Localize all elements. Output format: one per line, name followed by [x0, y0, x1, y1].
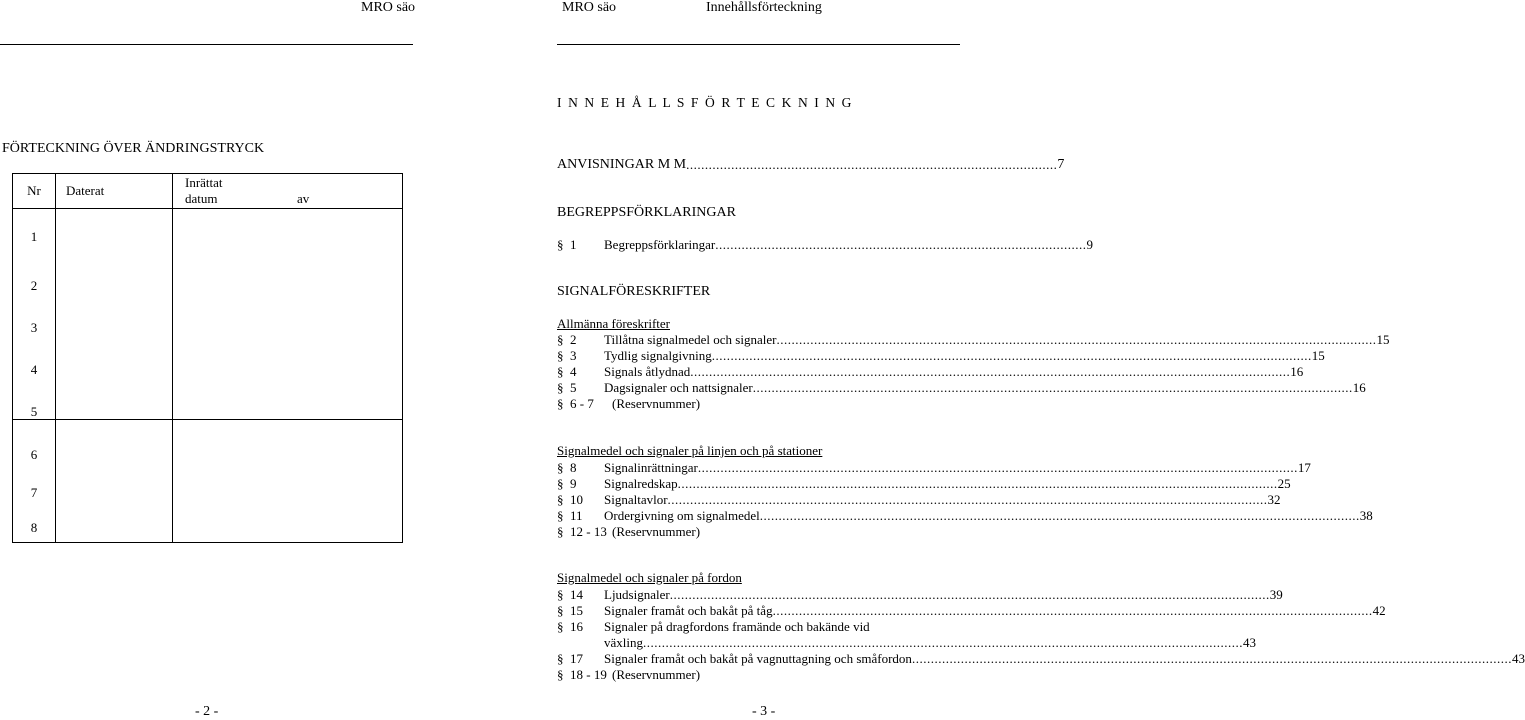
header-left-title: MRO säo [361, 0, 416, 15]
nr-column [13, 209, 56, 543]
toc-entry-page: 43 [1511, 651, 1525, 666]
toc-entry-label: (Reservnummer) [612, 524, 701, 539]
dot-leader: ................................................................................................................................................................ [911, 651, 1512, 666]
toc-entry-label: Begreppsförklaringar [604, 237, 716, 252]
toc-subheading-general: Allmänna föreskrifter [557, 316, 670, 331]
table-row: 4 [30, 362, 38, 377]
dot-leader: ................................................................................................................................................................ [752, 380, 1353, 395]
toc-entry[interactable] [557, 364, 1304, 380]
toc-entry-label: Tydlig signalgivning [604, 348, 712, 363]
toc-entry[interactable] [557, 476, 1291, 492]
toc-entry[interactable] [557, 460, 1311, 476]
paragraph-sign: § [557, 396, 564, 411]
table-row: 6 [30, 447, 38, 462]
paragraph-sign: § [557, 492, 564, 507]
toc-entry[interactable] [557, 587, 1283, 603]
header-mid-title: MRO säo [562, 0, 617, 15]
paragraph-sign: § [557, 667, 564, 682]
toc-entry-label: (Reservnummer) [612, 396, 701, 411]
toc-entry-label: Signaler på dragfordons framände och bakände vid [604, 619, 870, 634]
toc-entry-page: 38 [1359, 508, 1373, 523]
change-log-divider [12, 419, 403, 420]
header-rule-left [0, 44, 413, 45]
toc-entry-number: 6 - 7 [570, 396, 594, 411]
toc-entry[interactable] [557, 508, 1373, 524]
toc-entry[interactable] [557, 380, 1366, 396]
dot-leader: ................................................................................................................................................................ [690, 364, 1291, 379]
toc-entry-label: Ordergivning om signalmedel [604, 508, 760, 523]
paragraph-sign: § [557, 508, 564, 523]
table-row: 3 [30, 320, 38, 335]
paragraph-sign: § [557, 587, 564, 602]
toc-entry-page: 16 [1352, 380, 1366, 395]
toc-entry[interactable] [557, 635, 1256, 651]
toc-entry-anvisningar[interactable] [557, 157, 1065, 173]
toc-entry-label: Signaler framåt och bakåt på tåg [604, 603, 773, 618]
toc-entry-label: Tillåtna signalmedel och signaler [604, 332, 777, 347]
toc-heading-signal: SIGNALFÖRESKRIFTER [557, 284, 711, 299]
table-row: 8 [30, 520, 38, 535]
toc-entry-label: Ljudsignaler [604, 587, 670, 602]
toc-entry[interactable] [557, 348, 1325, 364]
toc-entry-number: 12 - 13 [570, 524, 607, 539]
col-header-by: av [297, 191, 310, 206]
toc-entry-label: ANVISNINGAR M M [557, 157, 687, 172]
dot-leader: ................................................................................................................................................................ [711, 348, 1312, 363]
toc-entry-page: 15 [1376, 332, 1390, 347]
paragraph-sign: § [557, 619, 564, 634]
toc-entry-label: (Reservnummer) [612, 667, 701, 682]
toc-entry-label: Signaltavlor [604, 492, 668, 507]
paragraph-sign: § [557, 364, 564, 379]
toc-entry-number: 8 [570, 460, 577, 475]
toc-entry-page: 25 [1277, 476, 1291, 491]
toc-entry-number: 2 [570, 332, 577, 347]
col-header-dated: Daterat [56, 174, 173, 209]
toc-entry-page: 15 [1311, 348, 1325, 363]
paragraph-sign: § [557, 237, 564, 252]
paragraph-sign: § [557, 476, 564, 491]
dot-leader: ................................................................................................................................................................ [697, 460, 1298, 475]
toc-entry[interactable] [557, 667, 948, 683]
paragraph-sign: § [557, 332, 564, 347]
toc-entry-label: Signalinrättningar [604, 460, 698, 475]
toc-entry-number: 16 [570, 619, 583, 634]
toc-entry-page: 42 [1372, 603, 1386, 618]
toc-entry[interactable] [557, 396, 948, 412]
toc-entry-number: 11 [570, 508, 583, 523]
toc-entry-number: 4 [570, 364, 577, 379]
toc-entry[interactable] [557, 651, 1525, 667]
header-right-title: Innehållsförteckning [706, 0, 822, 15]
table-row: 1 [30, 229, 38, 244]
toc-entry-number: 5 [570, 380, 577, 395]
dot-leader: ................................................................................................... [715, 237, 1087, 252]
dot-leader: ................................................................................................................................................................ [759, 508, 1360, 523]
toc-entry-page: 43 [1243, 635, 1256, 650]
dot-leader: ................................................................................................................................................................ [772, 603, 1373, 618]
paragraph-sign: § [557, 651, 564, 666]
dated-column [56, 209, 173, 543]
change-log-title: FÖRTECKNING ÖVER ÄNDRINGSTRYCK [2, 141, 265, 156]
toc-entry-number: 9 [570, 476, 577, 491]
toc-entry-label: Dagsignaler och nattsignaler [604, 380, 753, 395]
dot-leader: ................................................................................................................................................................ [667, 492, 1268, 507]
table-row: 2 [30, 278, 38, 293]
toc-entry[interactable] [557, 492, 1281, 508]
toc-entry-number: 3 [570, 348, 577, 363]
paragraph-sign: § [557, 524, 564, 539]
col-header-nr: Nr [13, 174, 56, 209]
contents-title: I N N E H Å L L S F Ö R T E C K N I N G [557, 95, 854, 110]
dot-leader: ................................................................................................................................................................ [776, 332, 1377, 347]
table-of-contents [557, 0, 1525, 719]
toc-entry-label: Signaler framåt och bakåt på vagnuttagning och småfordon [604, 651, 912, 666]
toc-entry-number: 1 [570, 237, 577, 252]
toc-subheading-vehicle: Signalmedel och signaler på fordon [557, 570, 742, 585]
toc-entry-label: Signalredskap [604, 476, 678, 491]
footer-right-page-number: - 3 - [752, 704, 776, 719]
dot-leader: ................................................................................................................................................................ [677, 476, 1278, 491]
toc-entry[interactable] [557, 332, 1390, 348]
toc-entry[interactable] [557, 619, 948, 635]
toc-subheading-line: Signalmedel och signaler på linjen och på stationer [557, 443, 823, 458]
by-column [283, 209, 403, 543]
toc-entry-number: 17 [570, 651, 583, 666]
date-column [173, 209, 284, 543]
toc-entry-1[interactable] [557, 237, 1093, 253]
toc-entry-number: 10 [570, 492, 583, 507]
toc-entry-page: 32 [1267, 492, 1281, 507]
toc-entry-number: 18 - 19 [570, 667, 607, 682]
toc-heading-begrepp: BEGREPPSFÖRKLARINGAR [557, 205, 736, 220]
toc-entry[interactable] [557, 603, 1386, 619]
paragraph-sign: § [557, 348, 564, 363]
footer-left-page-number: - 2 - [195, 704, 219, 719]
toc-entry-page: 16 [1290, 364, 1304, 379]
toc-entry-page: 9 [1086, 237, 1093, 252]
toc-entry-page: 39 [1269, 587, 1283, 602]
dot-leader: ................................................................................................... [686, 157, 1058, 172]
table-row: 5 [30, 404, 38, 419]
paragraph-sign: § [557, 603, 564, 618]
toc-entry-label: Signals åtlydnad [604, 364, 691, 379]
toc-entry[interactable] [557, 524, 948, 540]
table-row: 7 [30, 485, 38, 500]
paragraph-sign: § [557, 460, 564, 475]
col-header-entered [173, 174, 403, 209]
col-header-date: datum [185, 191, 218, 206]
change-log-table [12, 173, 403, 543]
paragraph-sign: § [557, 380, 564, 395]
toc-entry-page: 7 [1057, 157, 1065, 172]
toc-entry-number: 15 [570, 603, 583, 618]
toc-entry-page: 17 [1297, 460, 1311, 475]
dot-leader: ................................................................................................................................................................ [643, 635, 1243, 650]
toc-entry-number: 14 [570, 587, 583, 602]
toc-entry-label: växling [604, 635, 643, 650]
col-header-entered-label: Inrättat [185, 175, 223, 190]
dot-leader: ................................................................................................................................................................ [669, 587, 1270, 602]
